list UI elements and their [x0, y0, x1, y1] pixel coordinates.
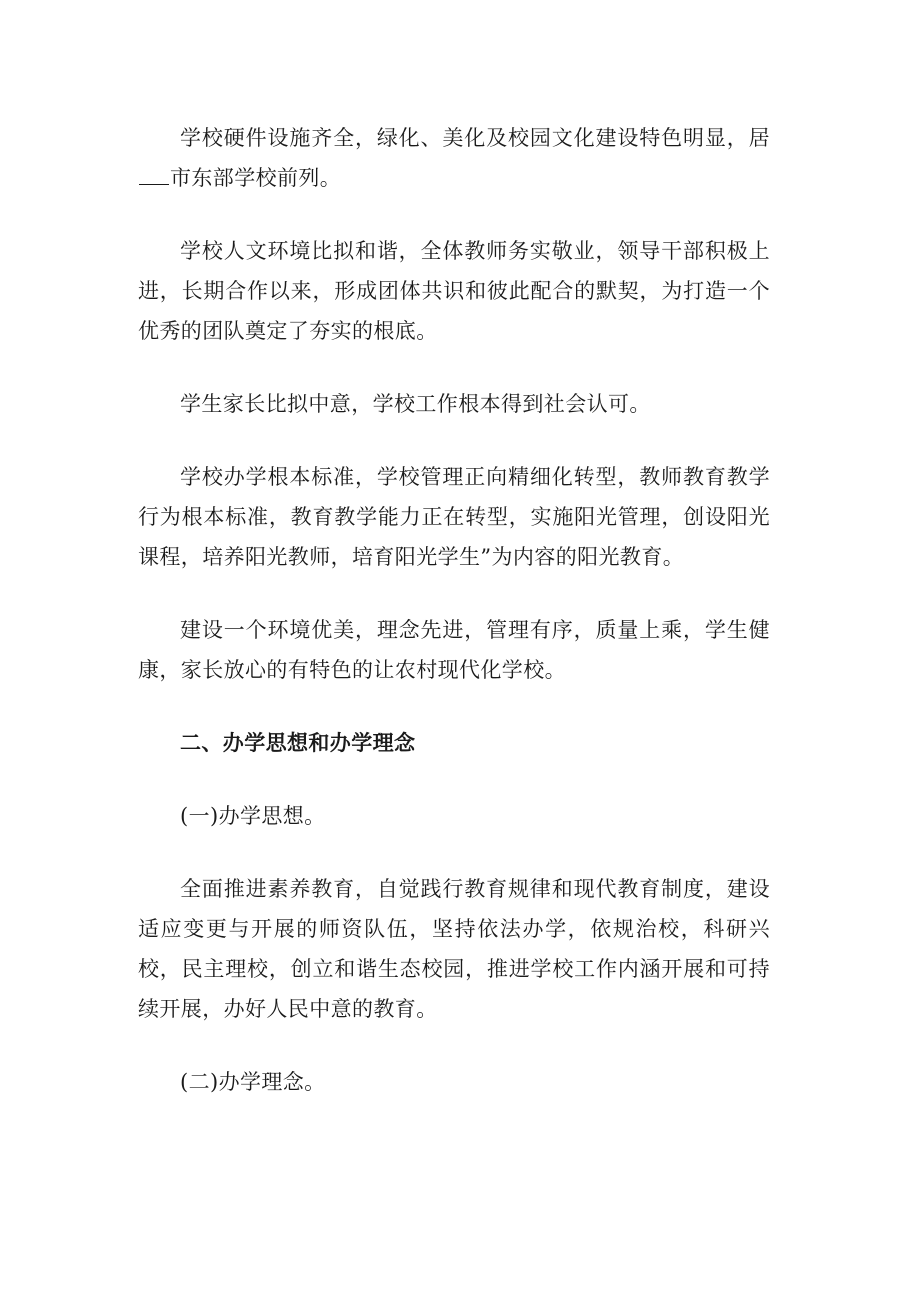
subsection-heading-thought: (一)办学思想。	[180, 804, 326, 828]
paragraph-text: 市东部学校前列。	[170, 166, 342, 190]
paragraph-thought: 全面推进素养教育，自觉践行教育规律和现代教育制度，建设适应变更与开展的师资队伍，坚持依法办学，依规治校，科研兴校，民主理校，创立和谐生态校园，推进学校工作内涵开展和可持续开展，办好人民中意的教育。	[138, 877, 770, 1021]
paragraph-parents: 学生家长比拟中意，学校工作根本得到社会认可。	[180, 392, 651, 416]
document-body	[138, 118, 770, 1135]
paragraph-goal: 建设一个环境优美，理念先进，管理有序，质量上乘，学生健康，家长放心的有特色的让农村现代化学校。	[138, 618, 770, 682]
paragraph-text: 学校硬件设施齐全，绿化、美化及校园文化建设特色明显，居	[180, 126, 770, 150]
subsection-heading-philosophy: (二)办学理念。	[180, 1070, 326, 1094]
section-heading: 二、办学思想和办学理念	[180, 731, 416, 755]
paragraph-management: 学校办学根本标准，学校管理正向精细化转型，教师教育教学行为根本标准，教育教学能力正在转型，实施阳光管理，创设阳光课程，培养阳光教师，培育阳光学生”为内容的阳光教育。	[138, 465, 770, 569]
blank-underline	[139, 166, 169, 185]
paragraph-humanities: 学校人文环境比拟和谐，全体教师务实敬业，领导干部积极上进，长期合作以来，形成团体共识和彼此配合的默契，为打造一个优秀的团队奠定了夯实的根底。	[138, 239, 770, 343]
paragraph-facilities	[138, 118, 770, 198]
